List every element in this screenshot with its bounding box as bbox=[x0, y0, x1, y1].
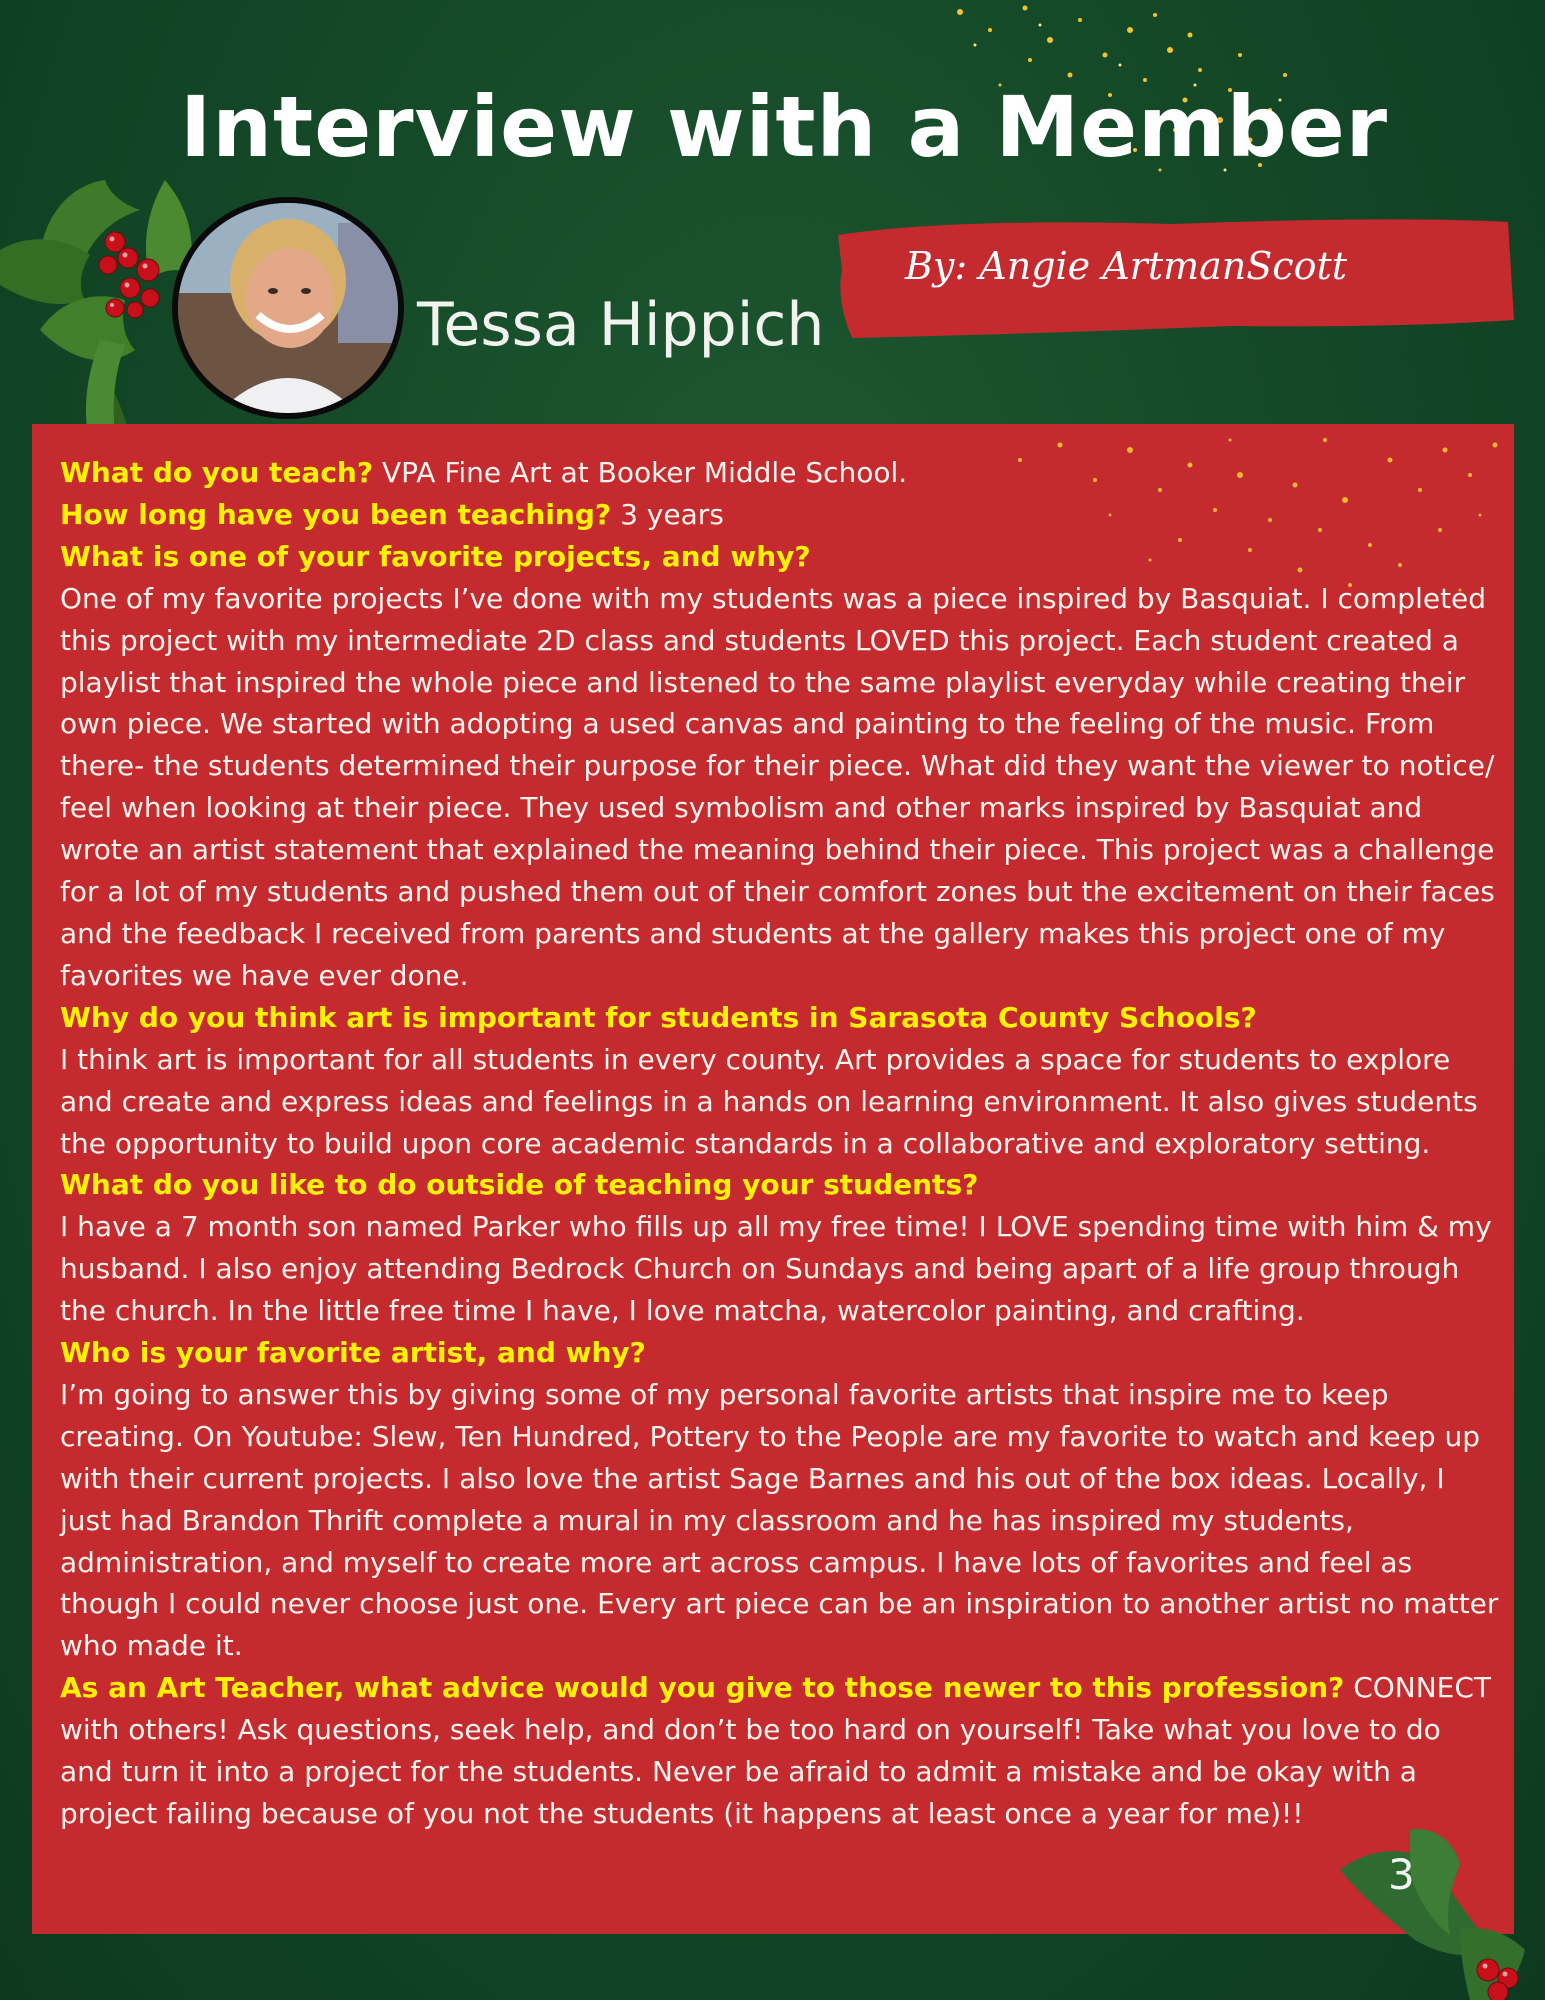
answer: One of my favorite projects I’ve done with my students was a piece inspired by Basquiat. I completed this project with my intermediate 2D class and students LOVED this project. Each student created a playlist that inspired the whole piece and listened to the same playlist everyday while creating their own piece. We started with adopting a used canvas and painting to the feeling of the music. From there- the students determined their purpose for their piece. What did they want the viewer to notice/ feel when looking at their piece. They used symbolism and other marks inspired by Basquiat and wrote an artist statement that explained the meaning behind their piece. This project was a challenge for a lot of my students and pushed them out of their comfort zones but the excitement on their faces and the feedback I received from parents and students at the gallery makes this project one of my favorites we have ever done. bbox=[60, 581, 1495, 992]
question bbox=[60, 536, 1500, 578]
question: As an Art Teacher, what advice would you give to those newer to this profession? bbox=[60, 1671, 1345, 1705]
interview-content bbox=[60, 452, 1500, 1835]
question: What do you teach? bbox=[60, 456, 374, 489]
answer: 3 years bbox=[620, 497, 724, 531]
question bbox=[60, 1164, 1500, 1206]
question-text: Why do you think art is important for students in Sarasota County Schools? bbox=[60, 1000, 1257, 1034]
question-text: Who is your favorite artist, and why? bbox=[60, 1336, 646, 1370]
question bbox=[60, 1332, 1500, 1374]
holly-icon bbox=[1320, 1810, 1545, 2000]
portrait-photo bbox=[172, 197, 404, 419]
answer: I think art is important for all students in every county. Art provides a space for students to explore and create and express ideas and feelings in a hands on learning environment. It also gives students the opportunity to build upon core academic standards in a collaborative and exploratory setting. bbox=[60, 1042, 1478, 1160]
answer: I’m going to answer this by giving some of my personal favorite artists that inspire me to keep creating. On Youtube: Slew, Ten Hundred, Pottery to the People are my favorite to watch and keep up with their current projects. I also love the artist Sage Barnes and his out of the box ideas. Locally, I just had Brandon Thrift complete a mural in my classroom and he has inspired my students, administration, and myself to create more art across campus. I have lots of favorites and feel as though I could never choose just one. Every art piece can be an inspiration to another artist no matter who made it. bbox=[60, 1377, 1499, 1663]
qa-item bbox=[60, 452, 1500, 494]
member-name: Tessa Hippich bbox=[417, 290, 825, 360]
question-text: What is one of your favorite projects, and why? bbox=[60, 539, 811, 573]
answer: CONNECT with others! Ask questions, seek help, and don’t be too hard on yourself! Take what you love to do and turn it into a project for the students. Never be afraid to admit a mistake and be okay with a project failing because of you not the students (it happens at least once a year for me)!! bbox=[60, 1671, 1492, 1830]
page-number: 3 bbox=[1388, 1850, 1415, 1899]
question-text: What do you like to do outside of teaching your students? bbox=[60, 1168, 979, 1202]
question bbox=[60, 997, 1500, 1039]
page-title: Interview with a Member bbox=[180, 78, 1389, 176]
qa-item bbox=[60, 1667, 1500, 1835]
qa-item bbox=[60, 494, 1500, 536]
portrait-illustration bbox=[178, 203, 398, 413]
answer: I have a 7 month son named Parker who fills up all my free time! I LOVE spending time with him & my husband. I also enjoy attending Bedrock Church on Sundays and being apart of a life group through the church. In the little free time I have, I love matcha, watercolor painting, and crafting. bbox=[60, 1210, 1492, 1328]
byline: By: Angie ArtmanScott bbox=[905, 244, 1348, 288]
question: How long have you been teaching? bbox=[60, 497, 612, 531]
answer: VPA Fine Art at Booker Middle School. bbox=[382, 456, 908, 489]
